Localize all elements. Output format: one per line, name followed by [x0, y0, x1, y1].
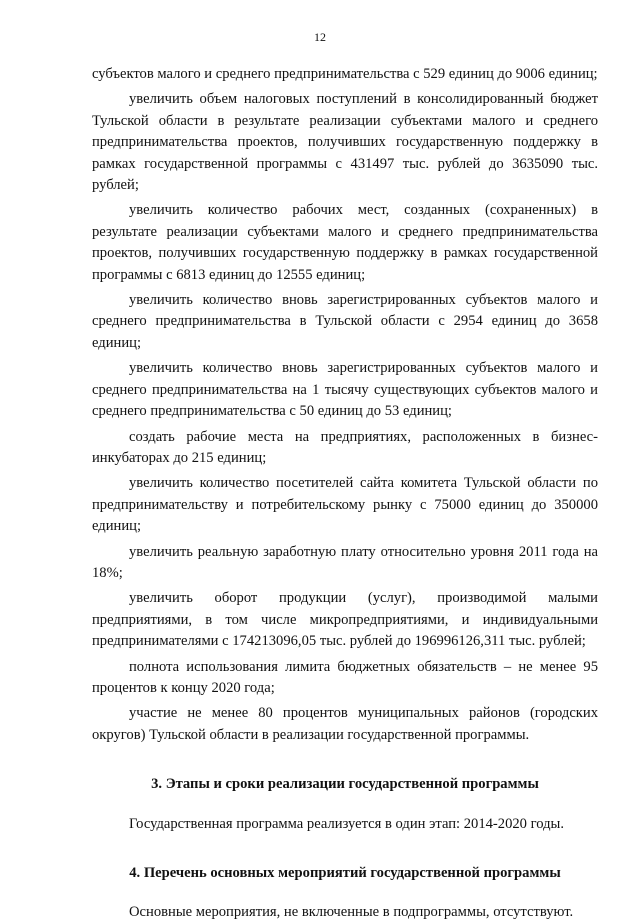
paragraph-11: участие не менее 80 процентов муниципальных районов (городских округов) Тульской области в реализации государственной программы.	[92, 705, 598, 743]
paragraph-1: субъектов малого и среднего предпринимательства с 529 единиц до 9006 единиц;	[92, 66, 598, 82]
paragraph-4: увеличить количество вновь зарегистрированных субъектов малого и среднего предпринимательства в Тульской области с 2954 единиц до 3658 единиц;	[92, 292, 598, 351]
section-4-heading: 4. Перечень основных мероприятий государственной программы	[129, 865, 561, 881]
section-3-heading: 3. Этапы и сроки реализации государственной программы	[151, 776, 539, 793]
paragraph-2: увеличить объем налоговых поступлений в консолидированный бюджет Тульской области в результате реализации субъектами малого и среднего предпринимательства проектов, получивших государственную поддержку в рамках государственной программы с 431497 тыс. рублей до 3635090 тыс. рублей;	[92, 91, 598, 194]
section-3-text: Государственная программа реализуется в один этап: 2014-2020 годы.	[129, 815, 565, 832]
paragraph-6: создать рабочие места на предприятиях, расположенных в бизнес-инкубаторах до 215 единиц;	[92, 428, 598, 466]
paragraph-7: увеличить количество посетителей сайта комитета Тульской области по предпринимательству и потребительскому рынку с 75000 единиц до 350000 единиц;	[92, 475, 598, 535]
paragraph-8: увеличить реальную заработную плату относительно уровня 2011 года на 18%;	[92, 543, 598, 581]
paragraph-9: увеличить оборот продукции (услуг), производимой малыми предприятиями, в том числе микропредприятиями, и индивидуальными предпринимателями с 174213096,05 тыс. рублей до 196996126,311 тыс. рублей;	[92, 590, 598, 650]
paragraph-3: увеличить количество рабочих мест, созданных (сохраненных) в результате реализации субъектами малого и среднего предпринимательства проектов, получивших государственную поддержку в рамках государственной программы с 6813 единиц до 12555 единиц;	[92, 202, 598, 283]
document-body	[92, 64, 598, 924]
paragraph-10: полнота использования лимита бюджетных обязательств – не менее 95 процентов к концу 2020 года;	[92, 658, 598, 696]
paragraph-5: увеличить количество вновь зарегистрированных субъектов малого и среднего предпринимательства на 1 тысячу существующих субъектов малого и среднего предпринимательства с 50 единиц до 53 единиц;	[92, 360, 598, 420]
page-number: 12	[314, 30, 326, 44]
section-4-text: Основные мероприятия, не включенные в подпрограммы, отсутствуют.	[129, 904, 574, 921]
